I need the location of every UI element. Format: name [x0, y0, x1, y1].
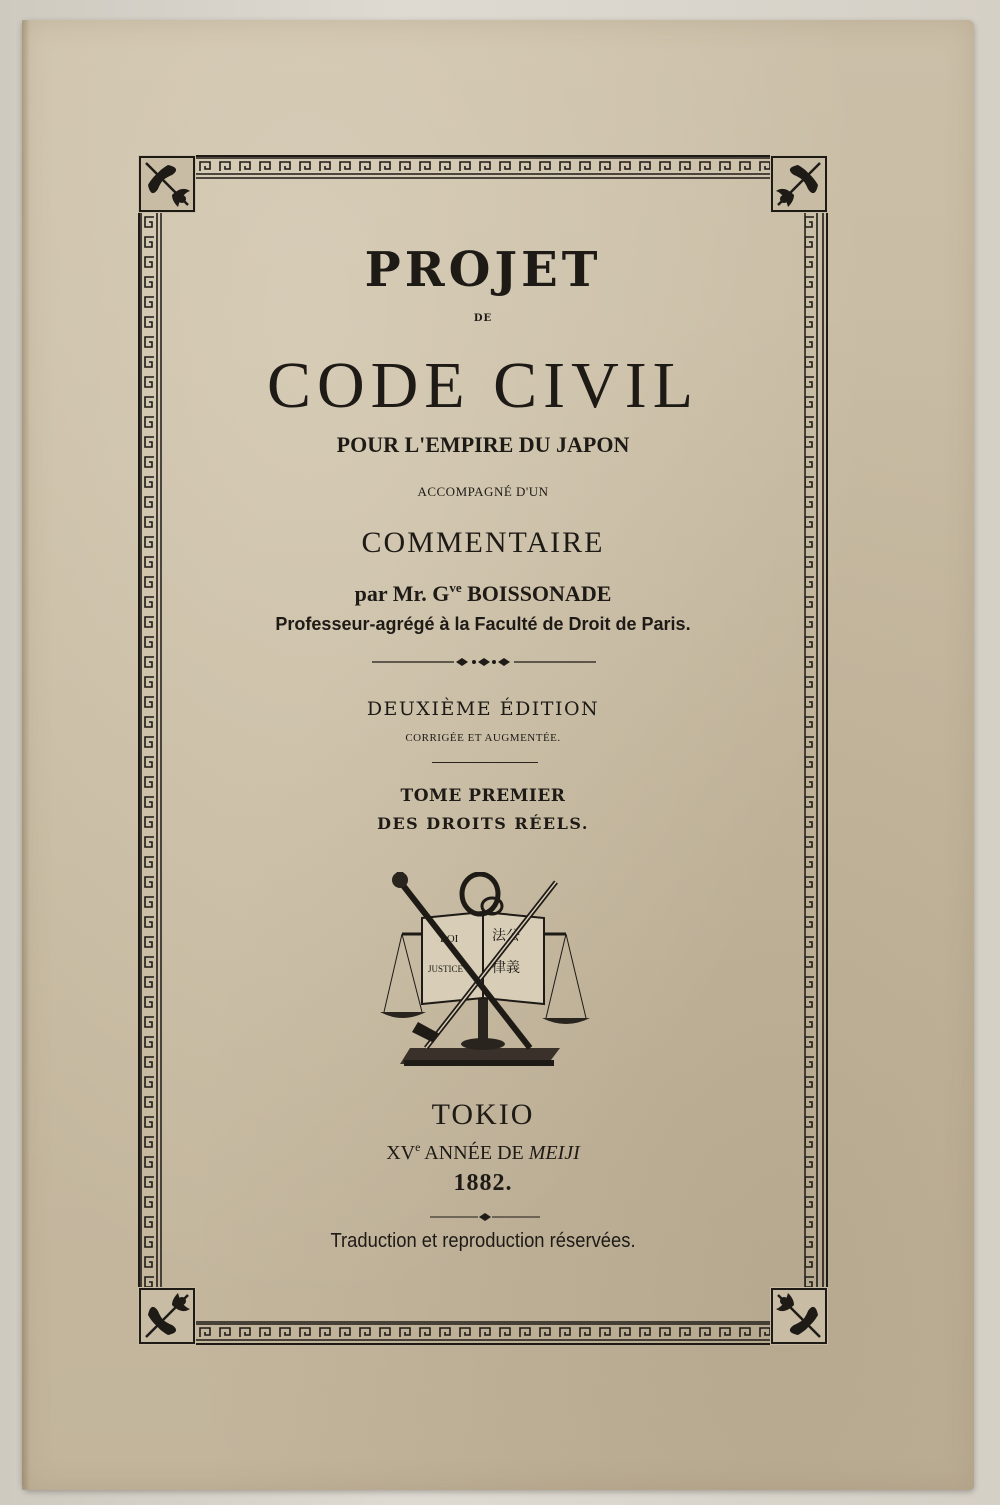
divider-rule [432, 762, 538, 763]
title-page-content [200, 200, 766, 1280]
era-text: ANNÉE DE [420, 1142, 529, 1164]
rights-notice: Traduction et reproduction réservées. [330, 1230, 636, 1252]
title-projet: PROJET [364, 242, 602, 298]
tome-line: TOME PREMIER [400, 786, 566, 806]
edition-note: CORRIGÉE ET AUGMENTÉE. [405, 732, 561, 744]
title-de: DE [473, 313, 493, 324]
small-ornamental-rule [430, 1212, 540, 1222]
commentaire-line: COMMENTAIRE [361, 526, 605, 559]
book-left-bottom: JUSTICE [428, 964, 464, 974]
author-sup: ve [449, 580, 462, 595]
era-prefix: XV [386, 1142, 416, 1164]
tome-subject: DES DROITS RÉELS. [377, 814, 589, 833]
author-prefix: par Mr. G [354, 581, 450, 606]
author-name: BOISSONADE [461, 581, 612, 606]
place-tokio: TOKIO [431, 1098, 535, 1131]
book-right-bottom: 律義 [492, 960, 520, 976]
author-line [200, 580, 766, 607]
year-line: 1882. [453, 1170, 513, 1196]
accompagne-line: ACCOMPAGNÉ D'UN [417, 484, 549, 499]
ornamental-rule [372, 656, 596, 668]
cover-spine-edge [22, 20, 30, 1490]
title-code-civil: CODE CIVIL [266, 349, 700, 422]
era-sup: e [415, 1140, 421, 1154]
era-line [200, 1140, 766, 1165]
author-title: Professeur-agrégé à la Faculté de Droit de Paris. [275, 614, 691, 634]
book-left-top: LOI [440, 933, 459, 945]
book-right-top: 法公 [492, 928, 520, 944]
era-name: MEIJI [528, 1142, 580, 1164]
edition-line: DEUXIÈME ÉDITION [366, 698, 600, 720]
subtitle-empire: POUR L'EMPIRE DU JAPON [336, 432, 630, 457]
scales-of-justice-emblem-icon [380, 872, 590, 1072]
